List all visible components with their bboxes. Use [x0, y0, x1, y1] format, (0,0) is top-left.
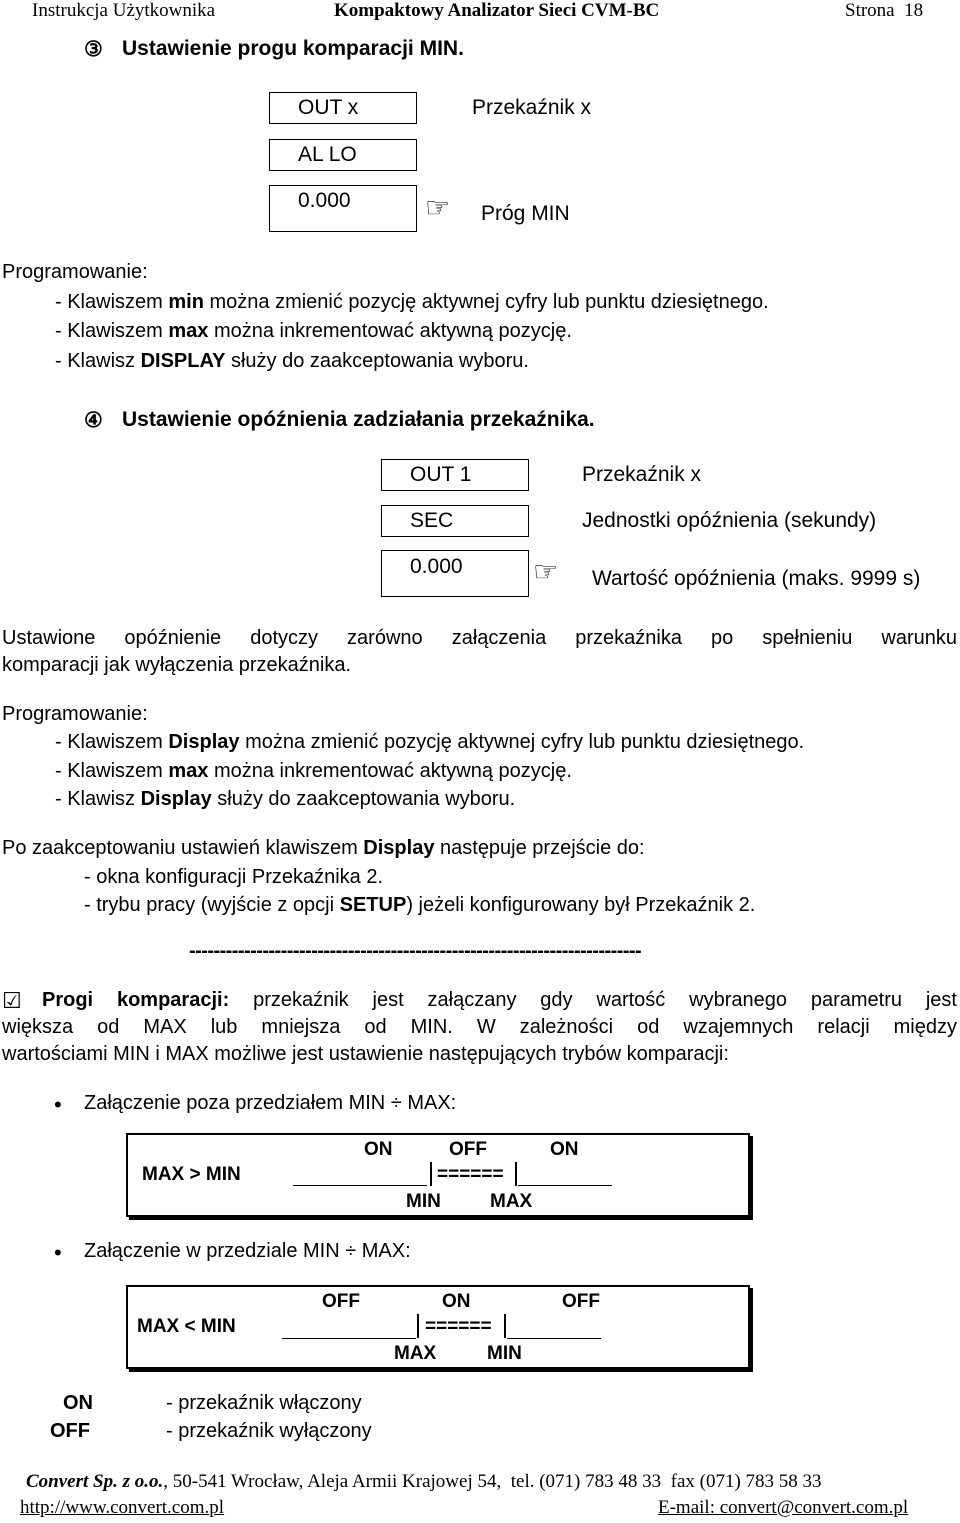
mode1-top-on-right: ON: [550, 1139, 579, 1160]
section3-label-threshold: Próg MIN: [481, 202, 570, 225]
footer-url[interactable]: http://www.convert.com.pl: [20, 1497, 225, 1518]
section4-note-line-1: Ustawione opóźnienie dotyczy zarówno załączenia przekaźnika po spełnieniu warunku: [2, 627, 957, 649]
mode2-middle: ======: [425, 1316, 492, 1337]
mode2-bar-max: [417, 1314, 419, 1338]
mode1-line-left: [293, 1185, 427, 1186]
section4-display-text-3: 0.000: [410, 555, 463, 578]
progi-line-3: wartościami MIN i MAX możliwe jest ustawienie następujących trybów komparacji:: [2, 1043, 729, 1065]
section4-label-units: Jednostki opóźnienia (sekundy): [582, 509, 877, 532]
header-center: Kompaktowy Analizator Sieci CVM-BC: [334, 0, 660, 21]
mode1-middle: ======: [437, 1164, 504, 1185]
section4-programming-title: Programowanie:: [2, 703, 148, 725]
section4-note-line-2: komparacji jak wyłączenia przekaźnika.: [2, 654, 352, 676]
section4-line-2: - Klawiszem max można inkrementować aktywną pozycję.: [55, 760, 572, 782]
progi-line-1: Progi komparacji: przekaźnik jest załączany gdy wartość wybranego parametru jest: [42, 989, 957, 1011]
mode2-bottom-min: MIN: [487, 1343, 522, 1364]
bullet-icon: •: [54, 1092, 62, 1117]
section3-line-1: - Klawiszem min można zmienić pozycję aktywnej cyfry lub punktu dziesiętnego.: [55, 291, 769, 313]
mode2-bar-min: [504, 1314, 506, 1338]
mode1-top-off: OFF: [449, 1139, 487, 1160]
mode1-bottom-max: MAX: [490, 1191, 533, 1212]
mode2-top-off-right: OFF: [562, 1291, 600, 1312]
mode1-label: MAX > MIN: [142, 1164, 241, 1185]
legend-off: OFF: [50, 1420, 90, 1442]
section4-label-delay: Wartość opóźnienia (maks. 9999 s): [592, 567, 921, 590]
section4-after-accept: Po zaakceptowaniu ustawień klawiszem Display następuje przejście do:: [2, 837, 645, 859]
section4-display-text-1: OUT 1: [410, 463, 472, 486]
mode1-bar-max: [515, 1162, 517, 1186]
section3-title: Ustawienie progu komparacji MIN.: [122, 37, 464, 60]
section4-display-box-2: [381, 505, 529, 537]
section3-line-2: - Klawiszem max można inkrementować aktywną pozycję.: [55, 320, 572, 342]
mode2-line-right: [507, 1338, 601, 1339]
mode2-bottom-max: MAX: [394, 1343, 437, 1364]
pointing-hand-icon: ☞: [425, 192, 451, 223]
legend-off-desc: - przekaźnik wyłączony: [166, 1420, 372, 1442]
section3-marker: ③: [84, 38, 103, 61]
mode1-top-on-left: ON: [364, 1139, 393, 1160]
footer-email[interactable]: E-mail: convert@convert.com.pl: [658, 1497, 909, 1518]
footer-line-1: Convert Sp. z o.o., 50-541 Wrocław, Aleja Armii Krajowej 54, tel. (071) 783 48 33 fax (071) 783 58 33: [26, 1471, 822, 1492]
section3-display-text-2: AL LO: [298, 143, 357, 166]
section4-after-line-1: - okna konfiguracji Przekaźnika 2.: [84, 866, 384, 888]
mode1-bottom-min: MIN: [406, 1191, 441, 1212]
header-left: Instrukcja Użytkownika: [32, 0, 216, 21]
pointing-hand-icon: ☞: [533, 556, 559, 587]
section4-label-relay: Przekaźnik x: [582, 463, 702, 486]
section3-line-3: - Klawisz DISPLAY służy do zaakceptowania wyboru.: [55, 350, 529, 372]
section4-line-3: - Klawisz Display służy do zaakceptowania wyboru.: [55, 788, 516, 810]
separator-line: --------------------------------------------------------------------------: [189, 940, 642, 962]
section4-display-text-2: SEC: [410, 509, 454, 532]
section3-programming-title: Programowanie:: [2, 261, 148, 283]
section4-title: Ustawienie opóźnienia zadziałania przekaźnika.: [122, 408, 595, 431]
section3-label-relay: Przekaźnik x: [472, 96, 592, 119]
legend-on-desc: - przekaźnik włączony: [166, 1392, 362, 1414]
section4-marker: ④: [84, 409, 103, 432]
section3-display-text-1: OUT x: [298, 96, 359, 119]
checkbox-icon: ☑: [2, 988, 22, 1013]
mode1-bar-min: [430, 1162, 432, 1186]
mode2-line-left: [282, 1338, 416, 1339]
section3-display-text-3: 0.000: [298, 189, 351, 212]
bullet-icon: •: [54, 1240, 62, 1265]
mode2-label: MAX < MIN: [137, 1316, 236, 1337]
progi-line-2: większa od MAX lub mniejsza od MIN. W zależności od wzajemnych relacji między: [2, 1016, 957, 1038]
section4-after-line-2: - trybu pracy (wyjście z opcji SETUP) jeżeli konfigurowany był Przekaźnik 2.: [84, 894, 756, 916]
section4-line-1: - Klawiszem Display można zmienić pozycję aktywnej cyfry lub punktu dziesiętnego.: [55, 731, 805, 753]
mode2-top-on: ON: [442, 1291, 471, 1312]
legend-on: ON: [63, 1392, 93, 1414]
mode2-top-off-left: OFF: [322, 1291, 360, 1312]
mode1-text: Załączenie poza przedziałem MIN ÷ MAX:: [84, 1092, 457, 1114]
mode1-line-right: [518, 1185, 612, 1186]
mode2-text: Załączenie w przedziale MIN ÷ MAX:: [84, 1240, 411, 1262]
header-right: Strona 18: [845, 0, 924, 21]
